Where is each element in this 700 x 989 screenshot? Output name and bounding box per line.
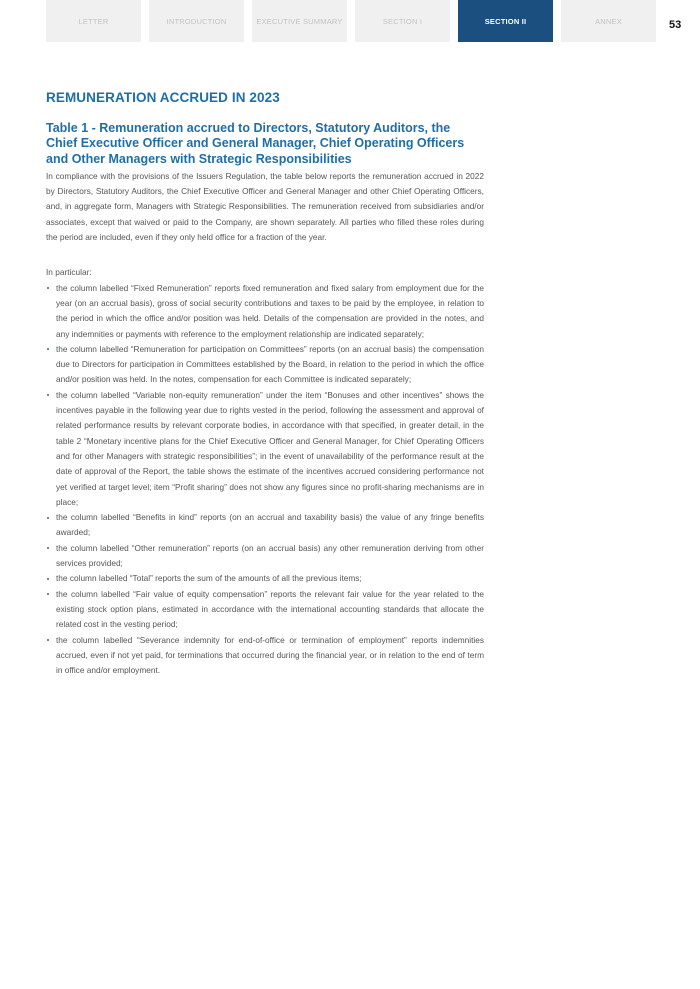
tab-annex[interactable]: ANNEX bbox=[561, 0, 656, 42]
list-item: the column labelled “Other remuneration” reports (on an accrual basis) any other remuneration deriving from other services provided; bbox=[46, 541, 484, 572]
tab-section-i[interactable]: SECTION I bbox=[355, 0, 450, 42]
list-item: the column labelled “Variable non-equity remuneration” under the item “Bonuses and other incentives” shows the incentives payable in the following year due to rights vested in the period, following the assessment and approval of related performance results by relevant corporate bodies, in accordance with that specified, in greater detail, in the table 2 “Monetary incentive plans for the Chief Executive Officer and General Manager, for Chief Operating Officers and for other Managers with strategic responsibilities”; in the event of unavailability of the performance result at the date of approval of the Report, the table shows the estimate of the incentives accrued considering performance not yet verified at target level; item “Profit sharing” does not show any figures since no profit-sharing mechanisms are in place; bbox=[46, 388, 484, 510]
list-item: the column labelled “Benefits in kind” reports (on an accrual and taxability basis) the value of any fringe benefits awarded; bbox=[46, 510, 484, 541]
list-item: the column labelled “Fair value of equity compensation” reports the relevant fair value for the year related to the existing stock option plans, estimated in accordance with the international accounting standards that allocate the related cost in the vesting period; bbox=[46, 587, 484, 633]
list-item: the column labelled “Fixed Remuneration” reports fixed remuneration and fixed salary from employment due for the year (on an accrual basis), gross of social security contributions and taxes to be paid by the employee, in relation to the period in which the office and/or position was held. Details of the compensation are provided in the notes, and any indemnities or payments with reference to the employment relationship are indicated separately; bbox=[46, 281, 484, 342]
tab-letter[interactable]: LETTER bbox=[46, 0, 141, 42]
main-content bbox=[46, 90, 484, 678]
tab-section-ii[interactable]: SECTION II bbox=[458, 0, 553, 42]
table-title: Table 1 - Remuneration accrued to Directors, Statutory Auditors, the Chief Executive Officer and General Manager, Chief Operating Officers and Other Managers with Strategic Responsibilities bbox=[46, 121, 465, 166]
section-title: REMUNERATION ACCRUED IN 2023 bbox=[46, 90, 280, 105]
page-number: 53 bbox=[669, 19, 682, 31]
top-navigation bbox=[46, 0, 656, 42]
list-item: the column labelled “Total” reports the sum of the amounts of all the previous items; bbox=[46, 571, 484, 586]
list-item: the column labelled “Severance indemnity for end-of-office or termination of employment” reports indemnities accrued, even if not yet paid, for terminations that occurred during the financial year, or in relation to the end of term in office and/or employment. bbox=[46, 633, 484, 679]
column-definitions-list bbox=[46, 281, 484, 679]
intro-paragraph: In compliance with the provisions of the Issuers Regulation, the table below reports the remuneration accrued in 2022 by Directors, Statutory Auditors, the Chief Executive Officer and General Manager and other Chief Operating Officers, and, in aggregate form, Managers with Strategic Responsibilities. The remuneration received from subsidiaries and/or associates, except that waived or paid to the Company, are shown separately. All parties who filled these roles during the period are included, even if they only held office for a fraction of the year. bbox=[46, 170, 484, 243]
tab-introduction[interactable]: INTRODUCTION bbox=[149, 0, 244, 42]
in-particular-label: In particular: bbox=[46, 267, 92, 278]
tab-executive-summary[interactable]: EXECUTIVE SUMMARY bbox=[252, 0, 347, 42]
list-item: the column labelled “Remuneration for participation on Committees” reports (on an accrual basis) the compensation due to Directors for participation in Committees established by the Board, in relation to the period in which the office and/or position was held. In the notes, compensation for each Committee is indicated separately; bbox=[46, 342, 484, 388]
